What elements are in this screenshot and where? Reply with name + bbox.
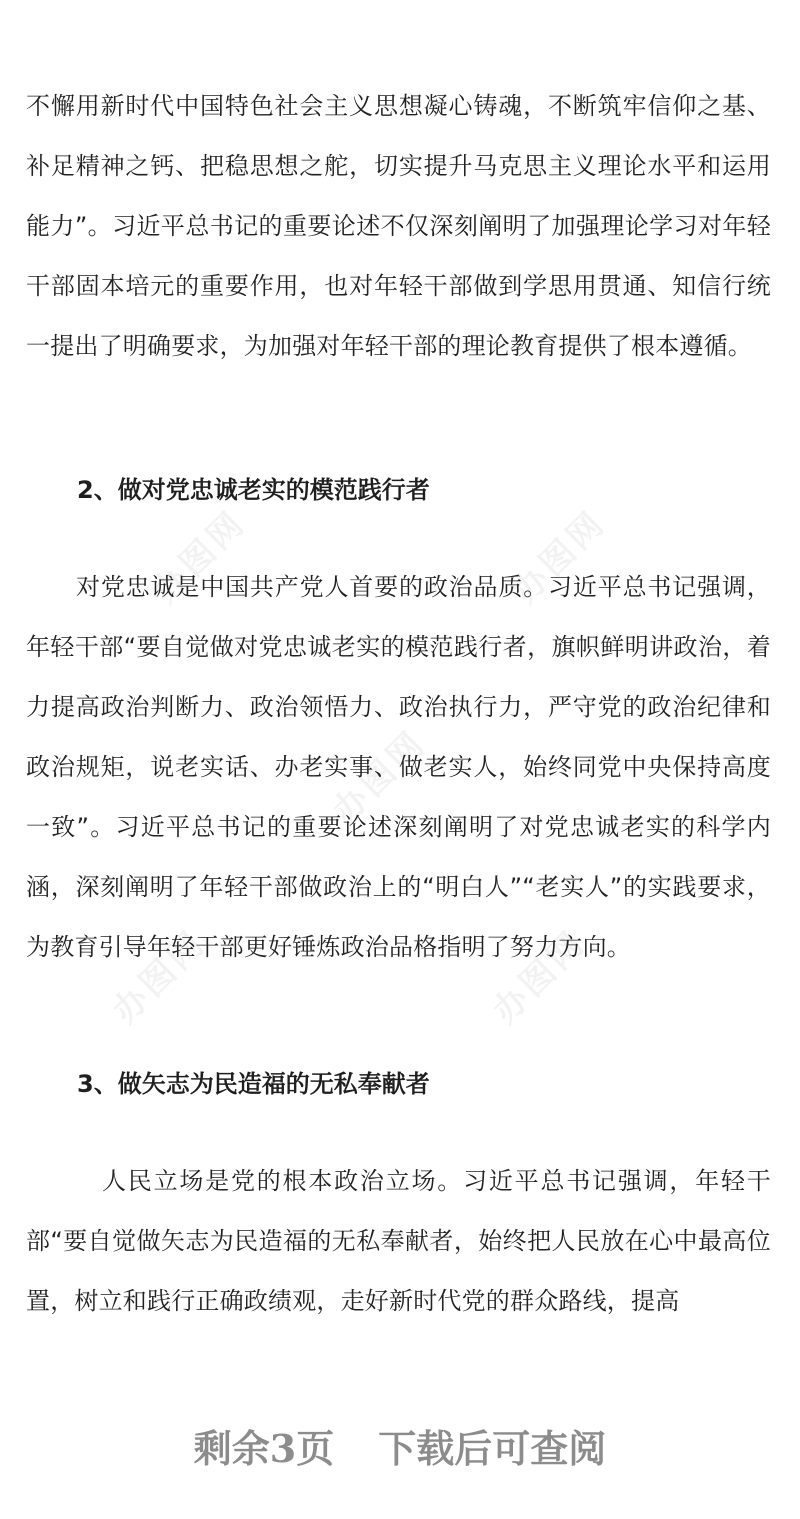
section-heading-2: 2、做对党忠诚老实的模范践行者 bbox=[77, 476, 430, 504]
section-3-body: 人民立场是党的根本政治立场。习近平总书记强调，年轻干部“要自觉做矢志为民造福的无私奉献者，始终把人民放在心中最高位置，树立和践行正确政绩观，走好新时代党的群众路线，提高 bbox=[26, 1167, 771, 1315]
paragraph-continued: 不懈用新时代中国特色社会主义思想凝心铸魂，不断筑牢信仰之基、补足精神之钙、把稳思想之舵，切实提升马克思主义理论水平和运用能力”。习近平总书记的重要论述不仅深刻阐明了加强理论学习对年轻干部固本培元的重要作用，也对年轻干部做到学思用贯通、知信行统一提出了明确要求，为加强对年轻干部的理论教育提供了根本遵循。 bbox=[26, 92, 771, 360]
watermark: 办图网 bbox=[505, 502, 614, 612]
section-2-body: 对党忠诚是中国共产党人首要的政治品质。习近平总书记强调，年轻干部“要自觉做对党忠诚老实的模范践行者，旗帜鲜明讲政治，着力提高政治判断力、政治领悟力、政治执行力，严守党的政治纪律和政治规矩，说老实话、办老实事、做老实人，始终同党中央保持高度一致”。习近平总书记的重要论述深刻阐明了对党忠诚老实的科学内涵，深刻阐明了年轻干部做政治上的“明白人”“老实人”的实践要求，为教育引导年轻干部更好锤炼政治品格指明了努力方向。 bbox=[26, 573, 771, 961]
section-heading-3: 3、做矢志为民造福的无私奉献者 bbox=[77, 1070, 430, 1098]
remaining-pages-label: 剩余3页 bbox=[193, 1425, 335, 1471]
watermark: 办图网 bbox=[325, 722, 434, 832]
download-prompt[interactable] bbox=[0, 1410, 800, 1480]
watermark: 办图网 bbox=[145, 502, 254, 612]
watermark: 办图网 bbox=[485, 922, 594, 1032]
download-to-view-label: 下载后可查阅 bbox=[378, 1425, 607, 1471]
watermark: 办图网 bbox=[105, 922, 214, 1032]
